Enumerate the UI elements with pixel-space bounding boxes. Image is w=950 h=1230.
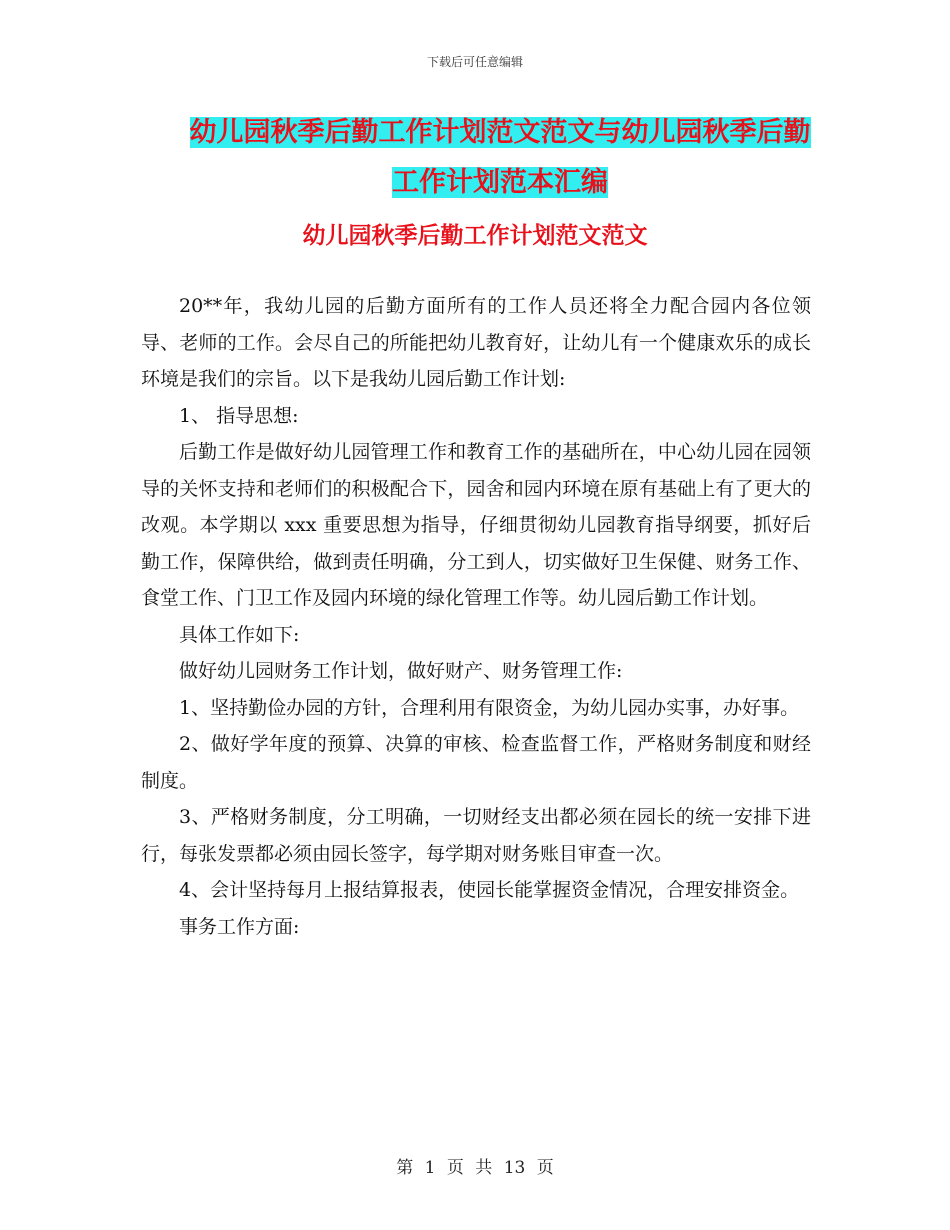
paragraph-affairs-heading: 事务工作方面:: [179, 915, 300, 938]
paragraph-work-heading: 具体工作如下:: [179, 623, 300, 646]
paragraph-item-4: 4、会计坚持每月上报结算报表，使园长能掌握资金情况，合理安排资金。: [179, 879, 800, 901]
paragraph-item-3: 3、严格财务制度，分工明确，一切财经支出都必须在园长的统一安排下进行，每张发票都必须由园长签字，每学期对财务账目审查一次。: [141, 806, 811, 865]
title-line-2: 工作计划范本汇编: [392, 167, 608, 198]
header-note: 下载后可任意编辑: [426, 55, 523, 69]
page-footer: 第 1 页 共 13 页: [396, 1158, 554, 1178]
paragraph-intro: 20**年，我幼儿园的后勤方面所有的工作人员还将全力配合园内各位领导、老师的工作。会尽自己的所能把幼儿教育好，让幼儿有一个健康欢乐的成长环境是我们的宗旨。以下是我幼儿园后勤工作计划:: [141, 295, 811, 390]
paragraph-guiding-heading: 1、 指导思想:: [179, 404, 299, 427]
document-title: [180, 108, 820, 208]
title-line-1: 幼儿园秋季后勤工作计划范文范文与幼儿园秋季后勤: [189, 117, 811, 148]
section-title: 幼儿园秋季后勤工作计划范文范文: [302, 223, 648, 249]
document-body: [141, 288, 811, 945]
paragraph-finance-heading: 做好幼儿园财务工作计划，做好财产、财务管理工作:: [179, 660, 623, 682]
paragraph-item-2: 2、做好学年度的预算、决算的审核、检查监督工作，严格财务制度和财经制度。: [141, 733, 811, 792]
paragraph-item-1: 1、坚持勤俭办园的方针，合理利用有限资金，为幼儿园办实事，办好事。: [179, 696, 800, 719]
paragraph-guiding-thought: 后勤工作是做好幼儿园管理工作和教育工作的基础所在，中心幼儿园在园领导的关怀支持和老师们的积极配合下，园舍和园内环境在原有基础上有了更大的改观。本学期以 xxx 重要思想为指导，仔细贯彻幼儿园教育指导纲要，抓好后勤工作，保障供给，做到责任明确，分工到人，切实做好卫生保健、财务工作、食堂工作、门卫工作及园内环境的绿化管理工作等。幼儿园后勤工作计划。: [141, 441, 811, 609]
